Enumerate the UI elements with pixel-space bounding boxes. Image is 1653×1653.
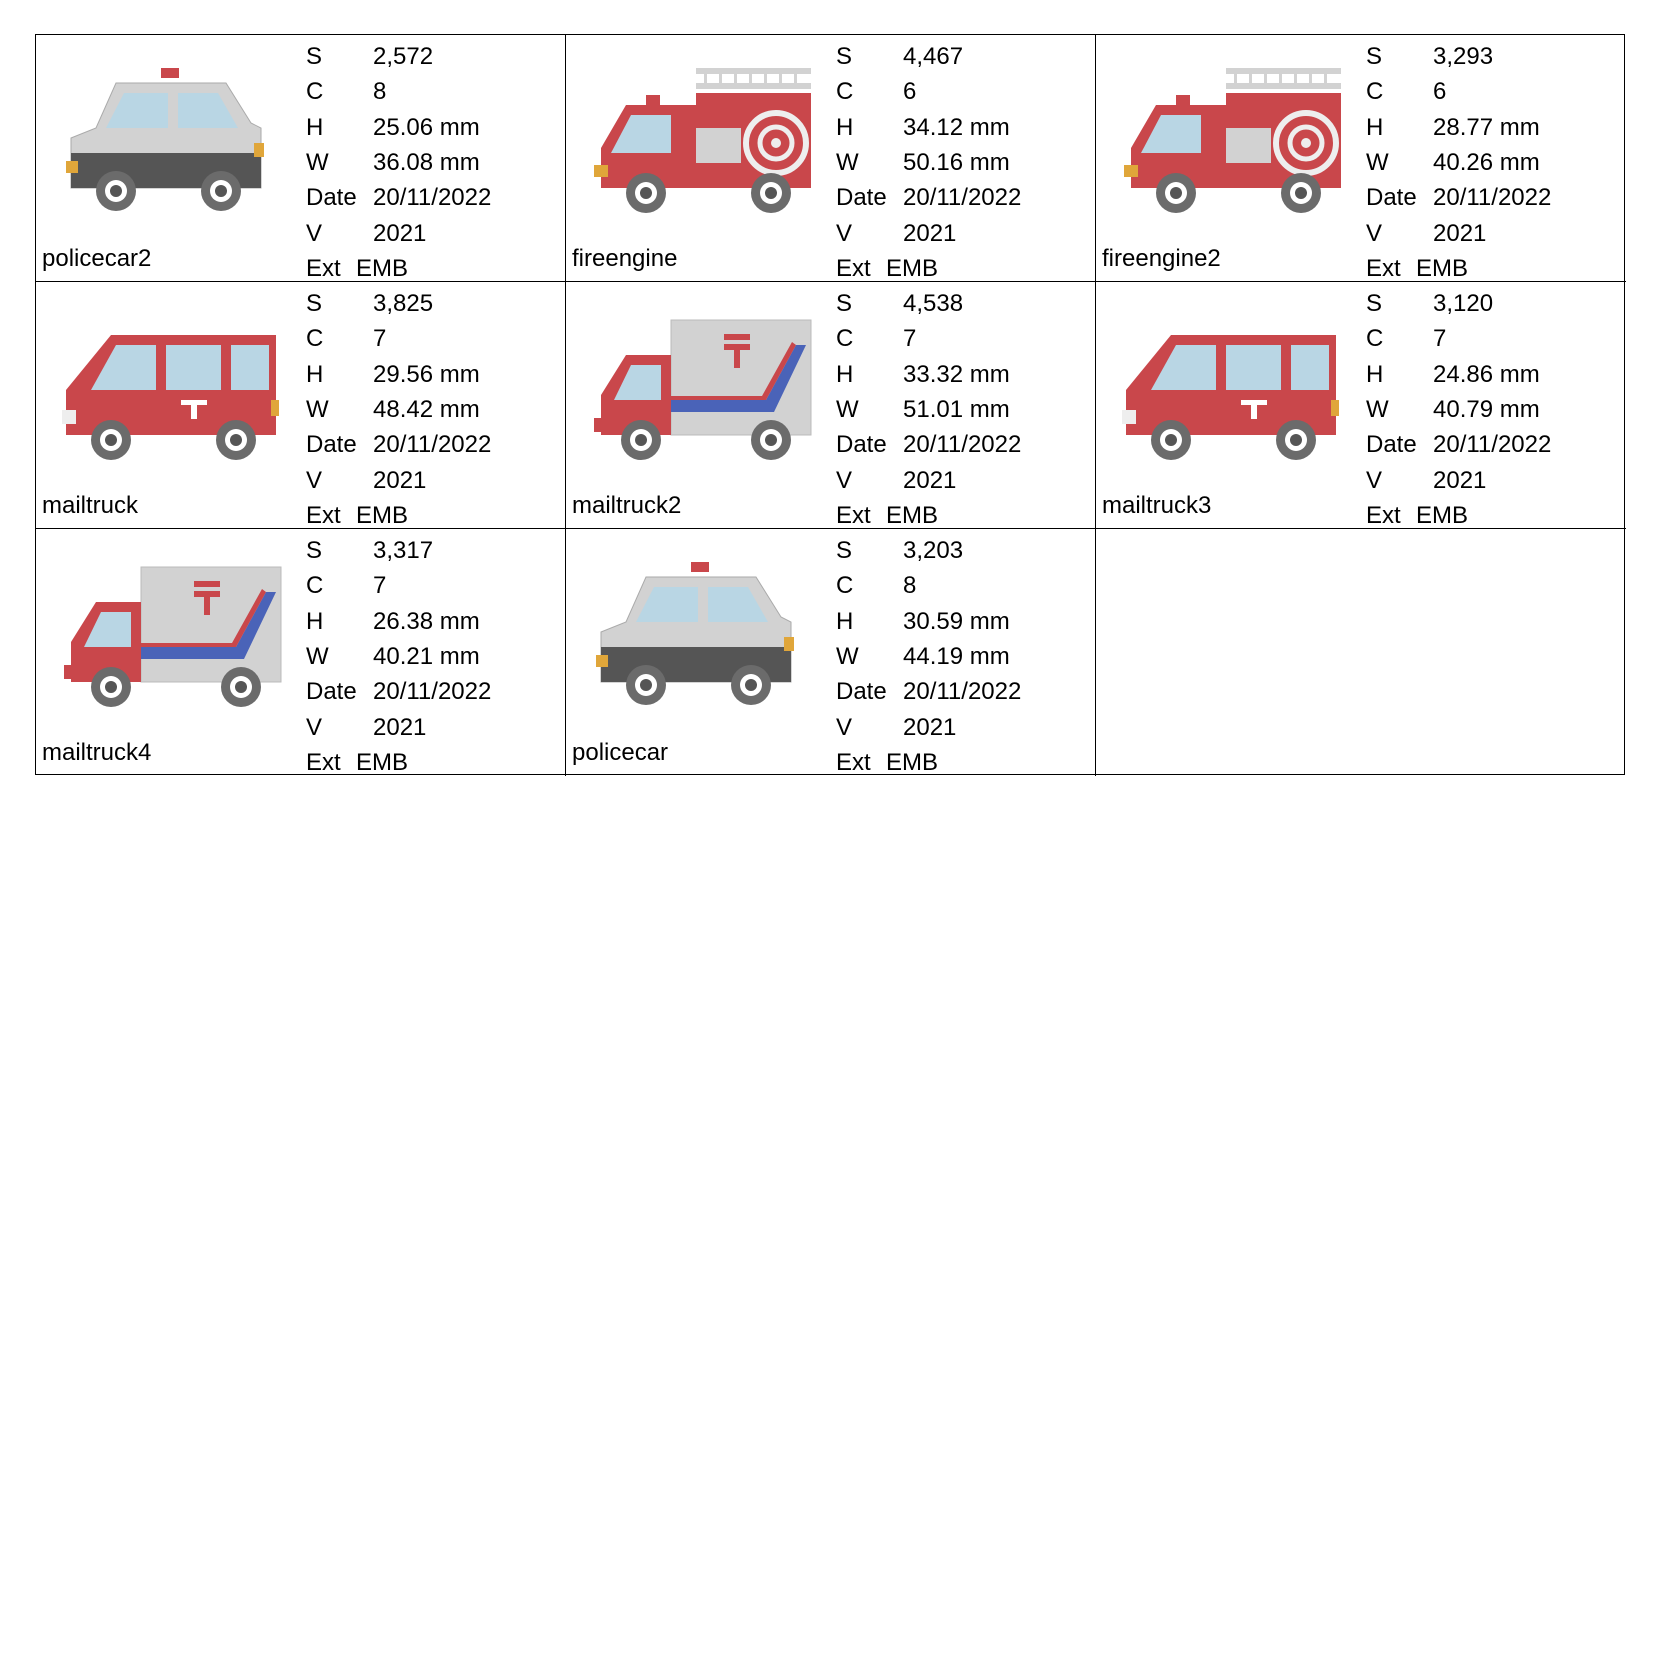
design-cell: [36, 529, 566, 776]
spec-value: 2021: [373, 466, 427, 494]
spec-value: 7: [903, 325, 917, 353]
design-cell: [566, 282, 1096, 529]
spec-value: 6: [903, 78, 917, 106]
spec-value: 3,203: [903, 537, 964, 564]
spec-value: 40.21 mm: [373, 642, 480, 670]
design-name: mailtruck2: [572, 492, 682, 519]
spec-label: W: [1366, 395, 1389, 423]
spec-value: 7: [1433, 325, 1447, 353]
spec-label: Ext: [836, 748, 871, 776]
spec-value: 44.19 mm: [903, 642, 1010, 670]
spec-value: 2021: [903, 713, 957, 741]
spec-value: EMB: [356, 501, 409, 529]
design-name: mailtruck4: [42, 739, 152, 766]
spec-label: H: [1366, 360, 1384, 388]
spec-label: Ext: [306, 254, 341, 282]
spec-label: W: [1366, 148, 1389, 176]
spec-label: S: [836, 537, 853, 564]
spec-value: 26.38 mm: [373, 607, 480, 635]
spec-label: C: [836, 78, 854, 106]
spec-value: EMB: [1416, 501, 1469, 529]
spec-value: 2021: [1433, 466, 1487, 494]
spec-value: 50.16 mm: [903, 148, 1010, 176]
spec-label: Date: [836, 431, 887, 459]
spec-value: 2021: [903, 219, 957, 247]
spec-value: 20/11/2022: [373, 678, 492, 706]
spec-label: Date: [306, 431, 357, 459]
spec-value: EMB: [886, 501, 939, 529]
spec-value: 3,120: [1433, 290, 1494, 317]
spec-value: 2021: [373, 219, 427, 247]
spec-label: Date: [1366, 184, 1417, 212]
spec-value: 20/11/2022: [1433, 431, 1552, 459]
spec-value: 40.79 mm: [1433, 395, 1540, 423]
design-cell: [36, 35, 566, 282]
design-cell: [1096, 35, 1626, 282]
spec-value: 8: [903, 572, 917, 600]
spec-value: 29.56 mm: [373, 360, 480, 388]
spec-value: 20/11/2022: [373, 431, 492, 459]
spec-value: 28.77 mm: [1433, 113, 1540, 141]
design-cell: [566, 529, 1096, 776]
spec-value: 40.26 mm: [1433, 148, 1540, 176]
spec-value: EMB: [886, 748, 939, 776]
spec-value: 20/11/2022: [1433, 184, 1552, 212]
spec-label: W: [836, 642, 859, 670]
box-vehicle-image: [586, 300, 816, 470]
spec-value: 3,293: [1433, 43, 1494, 70]
spec-value: 20/11/2022: [373, 184, 492, 212]
spec-value: 34.12 mm: [903, 113, 1010, 141]
spec-label: Ext: [836, 254, 871, 282]
design-name: policecar2: [42, 245, 152, 272]
police-vehicle-image: [586, 547, 816, 717]
spec-label: S: [1366, 43, 1383, 70]
spec-label: V: [1366, 219, 1383, 247]
spec-label: C: [836, 325, 854, 353]
design-name: mailtruck3: [1102, 492, 1212, 519]
design-name: mailtruck: [42, 492, 139, 519]
spec-label: C: [1366, 78, 1384, 106]
spec-value: 24.86 mm: [1433, 360, 1540, 388]
design-name: policecar: [572, 739, 669, 766]
spec-label: W: [306, 395, 329, 423]
spec-value: 4,538: [903, 290, 964, 317]
spec-value: 20/11/2022: [903, 184, 1022, 212]
spec-label: W: [836, 395, 859, 423]
spec-label: Ext: [306, 501, 341, 529]
van-vehicle-image: [1116, 300, 1346, 470]
spec-label: V: [836, 219, 853, 247]
spec-value: 3,317: [373, 537, 434, 564]
spec-label: C: [1366, 325, 1384, 353]
spec-label: C: [836, 572, 854, 600]
design-cell: [566, 35, 1096, 282]
spec-label: S: [836, 290, 853, 317]
spec-value: 36.08 mm: [373, 148, 480, 176]
spec-label: W: [306, 642, 329, 670]
spec-value: 25.06 mm: [373, 113, 480, 141]
spec-value: 30.59 mm: [903, 607, 1010, 635]
spec-value: 4,467: [903, 43, 964, 70]
spec-value: 33.32 mm: [903, 360, 1010, 388]
spec-label: V: [306, 713, 323, 741]
design-sheet-table: [35, 34, 1625, 775]
spec-label: S: [1366, 290, 1383, 317]
van-vehicle-image: [56, 300, 286, 470]
spec-label: H: [306, 360, 324, 388]
spec-label: C: [306, 78, 324, 106]
spec-label: S: [306, 290, 323, 317]
design-cell: [1096, 282, 1626, 529]
spec-label: V: [1366, 466, 1383, 494]
spec-label: S: [836, 43, 853, 70]
spec-label: W: [306, 148, 329, 176]
spec-label: Date: [306, 184, 357, 212]
spec-label: C: [306, 325, 324, 353]
police-vehicle-image: [56, 53, 286, 223]
spec-value: 7: [373, 325, 387, 353]
spec-value: 48.42 mm: [373, 395, 480, 423]
design-name: fireengine2: [1102, 245, 1221, 272]
spec-label: H: [306, 607, 324, 635]
spec-label: H: [836, 360, 854, 388]
spec-value: 2021: [903, 466, 957, 494]
spec-label: V: [306, 466, 323, 494]
spec-label: H: [836, 113, 854, 141]
spec-label: Ext: [1366, 501, 1401, 529]
design-cell: [36, 282, 566, 529]
spec-label: Date: [306, 678, 357, 706]
spec-value: EMB: [886, 254, 939, 282]
spec-label: C: [306, 572, 324, 600]
spec-value: EMB: [1416, 254, 1469, 282]
spec-value: 7: [373, 572, 387, 600]
empty-cell: [1096, 529, 1626, 776]
spec-label: V: [836, 713, 853, 741]
spec-value: 6: [1433, 78, 1447, 106]
spec-label: S: [306, 537, 323, 564]
spec-label: Ext: [1366, 254, 1401, 282]
spec-label: V: [836, 466, 853, 494]
spec-label: Date: [836, 678, 887, 706]
spec-value: 2021: [373, 713, 427, 741]
box-vehicle-image: [56, 547, 286, 717]
spec-label: V: [306, 219, 323, 247]
spec-value: EMB: [356, 254, 409, 282]
spec-label: H: [836, 607, 854, 635]
spec-value: 51.01 mm: [903, 395, 1010, 423]
spec-label: Date: [836, 184, 887, 212]
spec-value: 20/11/2022: [903, 431, 1022, 459]
spec-label: H: [306, 113, 324, 141]
spec-label: H: [1366, 113, 1384, 141]
spec-label: Ext: [306, 748, 341, 776]
spec-value: 20/11/2022: [903, 678, 1022, 706]
spec-value: 2,572: [373, 43, 434, 70]
spec-label: W: [836, 148, 859, 176]
spec-value: 3,825: [373, 290, 434, 317]
spec-value: 8: [373, 78, 387, 106]
spec-label: Ext: [836, 501, 871, 529]
design-name: fireengine: [572, 245, 678, 272]
spec-label: S: [306, 43, 323, 70]
spec-value: EMB: [356, 748, 409, 776]
fire-vehicle-image: [1116, 53, 1346, 223]
spec-value: 2021: [1433, 219, 1487, 247]
fire-vehicle-image: [586, 53, 816, 223]
spec-label: Date: [1366, 431, 1417, 459]
